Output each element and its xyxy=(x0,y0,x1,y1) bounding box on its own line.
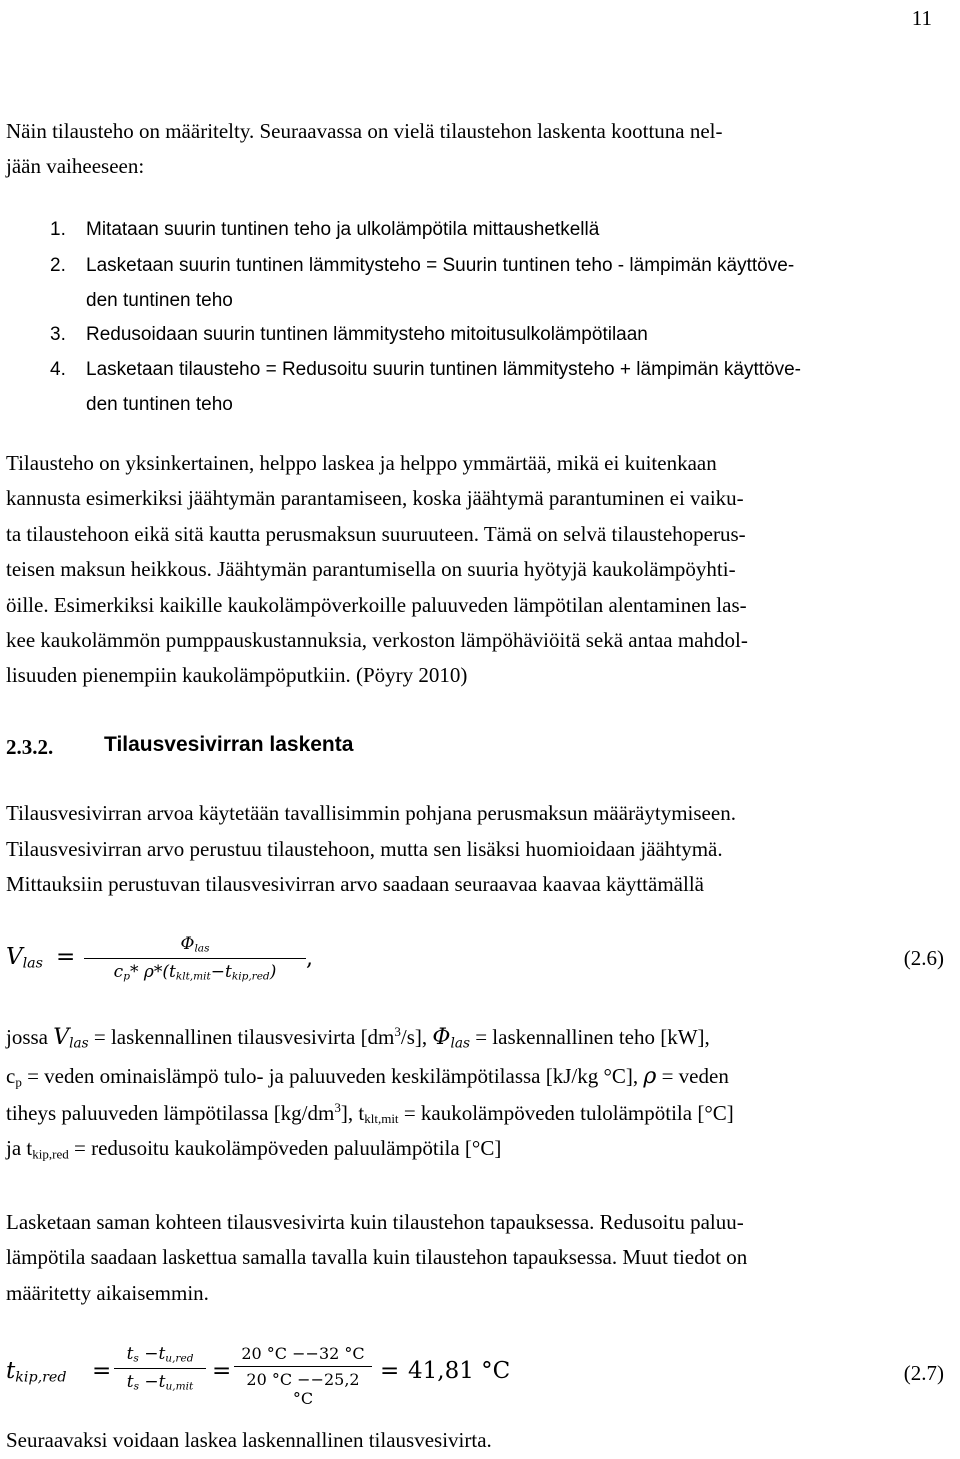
eq27-f1-numerator: $t_s -t_{u,red}$ xyxy=(126,1344,194,1365)
page-number: 11 xyxy=(911,6,932,30)
eq27-f1-denominator: $t_s -t_{u,mit}$ xyxy=(126,1371,194,1393)
eq27-fraction-2 xyxy=(234,1344,372,1408)
eq27-number: (2.7) xyxy=(903,1361,944,1385)
eq26-equals: = xyxy=(56,944,76,970)
eq27-f2-numerator: 20 °C −−32 °C xyxy=(241,1344,365,1363)
fraction-bar xyxy=(84,958,306,959)
eq27-equals-1: = xyxy=(92,1358,112,1384)
fraction-bar xyxy=(234,1366,372,1367)
section-title: Tilausvesivirran laskenta xyxy=(104,733,354,756)
eq26-numerator: $\Phi_{las}$ xyxy=(180,934,210,955)
eq26-comma: , xyxy=(306,946,313,971)
eq26-number: (2.6) xyxy=(903,946,944,970)
eq27-lhs: $t_{kip,red}$ xyxy=(6,1358,67,1386)
eq26-lhs: $V_{las}$ xyxy=(6,944,43,972)
eq27-equals-3: = xyxy=(380,1358,400,1384)
eq27-equals-2: = xyxy=(212,1358,232,1384)
eq27-fraction-1 xyxy=(114,1344,206,1392)
intro-line-2: jään vaiheeseen: xyxy=(6,154,145,178)
eq27-f2-denominator: 20 °C −−25,2 °C xyxy=(246,1370,360,1408)
eq26-denominator: $c_p*$ $\rho*(t_{klt,mit}-t_{kip,red})$ xyxy=(113,961,277,983)
fraction-bar xyxy=(114,1368,206,1369)
intro-line-1: Näin tilausteho on määritelty. Seuraavassa on vielä tilaustehon laskenta koottuna nel- xyxy=(6,119,723,143)
closing-line: Seuraavaksi voidaan laskea laskennallinen tilausvesivirta. xyxy=(6,1428,492,1452)
eq26-fraction xyxy=(84,934,306,982)
section-number: 2.3.2. xyxy=(6,735,54,759)
eq27-result: 41,81 °C xyxy=(408,1358,511,1384)
